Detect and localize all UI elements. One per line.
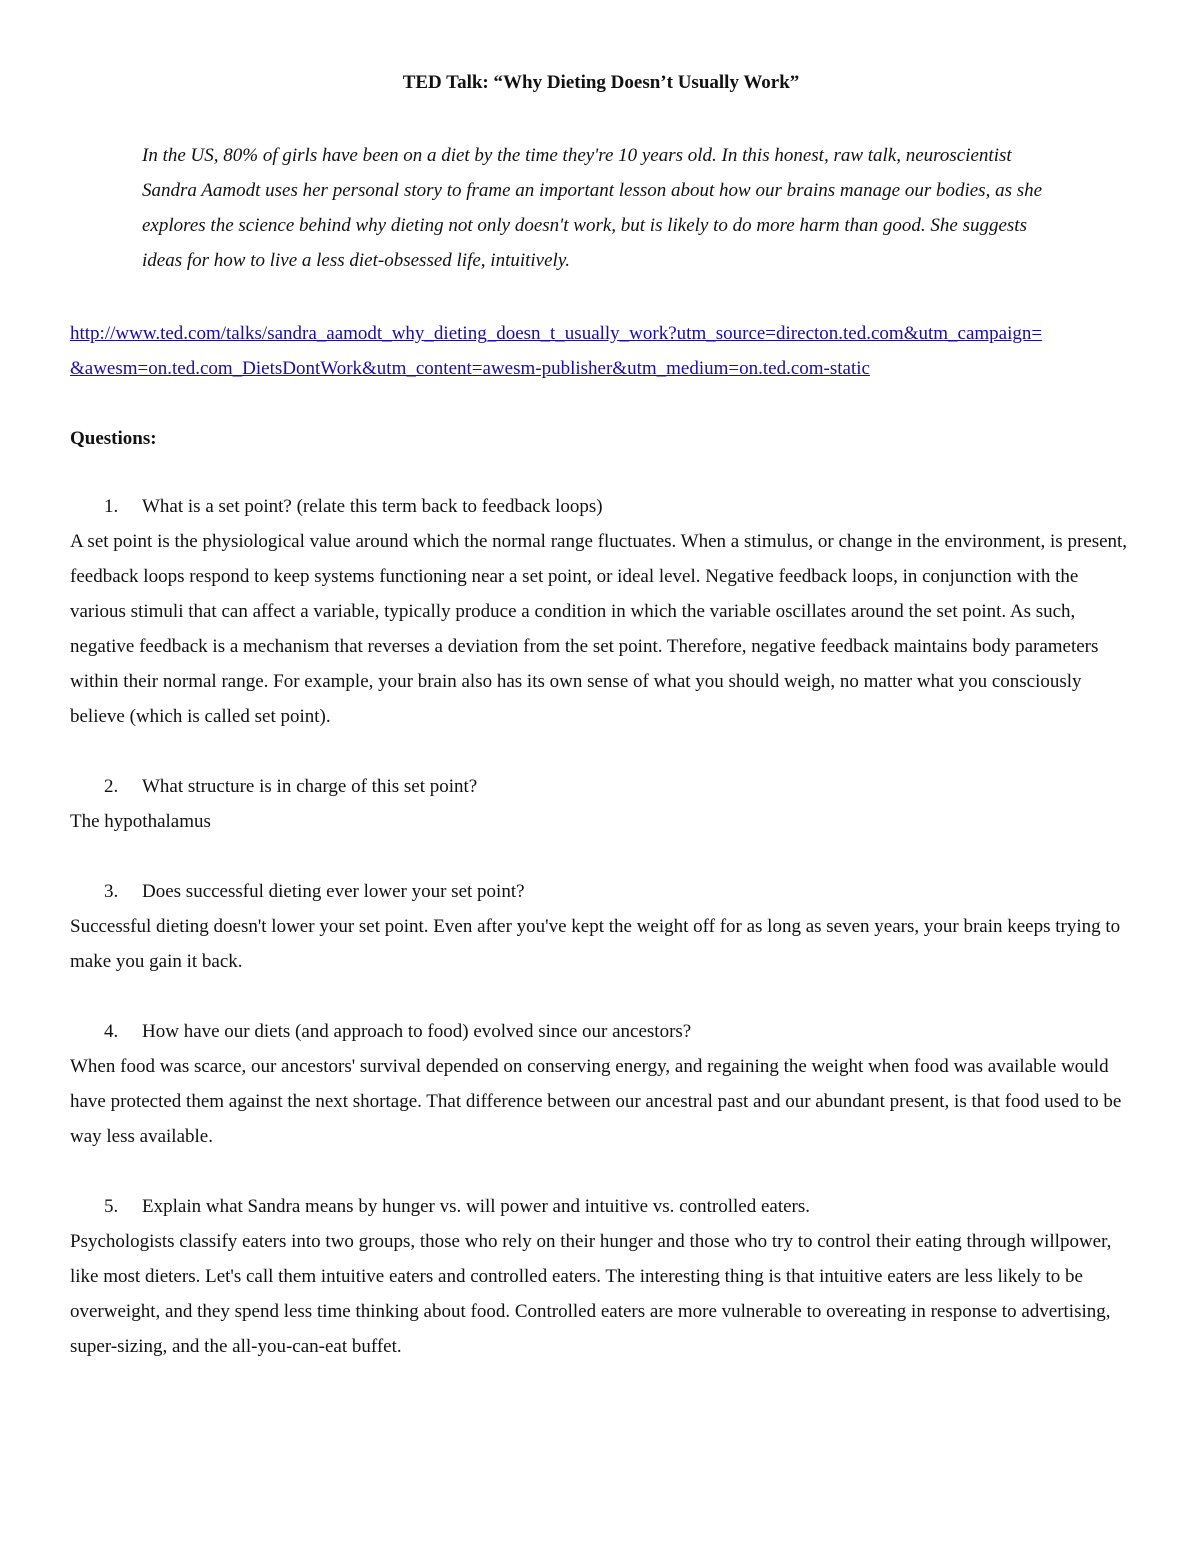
qa-item-5 xyxy=(70,1189,1132,1364)
question-5 xyxy=(70,1189,1132,1224)
document-page xyxy=(70,68,1132,1364)
qa-item-3 xyxy=(70,874,1132,979)
answer-4: When food was scarce, our ancestors' survival depended on conserving energy, and regaining the weight when food was available would have protected them against the next shortage. That difference between our ancestral past and our abundant present, is that food used to be way less available. xyxy=(70,1056,1122,1147)
talk-abstract: In the US, 80% of girls have been on a diet by the time they're 10 years old. In this honest, raw talk, neuroscientist Sandra Aamodt uses her personal story to frame an important lesson about how our brains manage our bodies, as she explores the science behind why dieting not only doesn't work, but is likely to do more harm than good. She suggests ideas for how to live a less diet-obsessed life, intuitively. xyxy=(142,145,1043,271)
question-number: 2. xyxy=(104,776,119,797)
qa-item-1 xyxy=(70,489,1132,734)
question-1 xyxy=(70,489,1132,524)
answer-2: The hypothalamus xyxy=(70,811,211,832)
question-number: 1. xyxy=(104,496,119,517)
question-3 xyxy=(70,874,1132,909)
qa-item-4 xyxy=(70,1014,1132,1154)
question-2 xyxy=(70,769,1132,804)
question-number: 5. xyxy=(104,1196,119,1217)
answer-5: Psychologists classify eaters into two groups, those who rely on their hunger and those who try to control their eating through willpower, like most dieters. Let's call them intuitive eaters and controlled eaters. The interesting thing is that intuitive eaters are less likely to be overweight, and they spend less time thinking about food. Controlled eaters are more vulnerable to overeating in response to advertising, super-sizing, and the all-you-can-eat buffet. xyxy=(70,1231,1112,1357)
question-text: Does successful dieting ever lower your set point? xyxy=(142,881,525,902)
answer-3: Successful dieting doesn't lower your set point. Even after you've kept the weight off for as long as seven years, your brain keeps trying to make you gain it back. xyxy=(70,916,1121,972)
question-number: 4. xyxy=(104,1021,119,1042)
qa-item-2 xyxy=(70,769,1132,839)
question-text: What structure is in charge of this set point? xyxy=(142,776,478,797)
question-4 xyxy=(70,1014,1132,1049)
question-number: 3. xyxy=(104,881,119,902)
questions-heading: Questions: xyxy=(70,428,157,449)
question-text: What is a set point? (relate this term back to feedback loops) xyxy=(142,496,603,517)
question-text: How have our diets (and approach to food) evolved since our ancestors? xyxy=(142,1021,692,1042)
question-text: Explain what Sandra means by hunger vs. will power and intuitive vs. controlled eaters. xyxy=(142,1196,811,1217)
answer-1: A set point is the physiological value around which the normal range fluctuates. When a stimulus, or change in the environment, is present, feedback loops respond to keep systems functioning near a set point, or ideal level. Negative feedback loops, in conjunction with the various stimuli that can affect a variable, typically produce a condition in which the variable oscillates around the set point. As such, negative feedback is a mechanism that reverses a deviation from the set point. Therefore, negative feedback maintains body parameters within their normal range. For example, your brain also has its own sense of what you should weigh, no matter what you consciously believe (which is called set point). xyxy=(70,531,1128,727)
ted-talk-link[interactable]: http://www.ted.com/talks/sandra_aamodt_why_dieting_doesn_t_usually_work?utm_source=directon.ted.com&utm_campaign=&awesm=on.ted.com_DietsDontWork&utm_content=awesm-publisher&utm_medium=on.ted.com-static xyxy=(70,323,1043,379)
document-title: TED Talk: “Why Dieting Doesn’t Usually Work” xyxy=(402,72,800,93)
